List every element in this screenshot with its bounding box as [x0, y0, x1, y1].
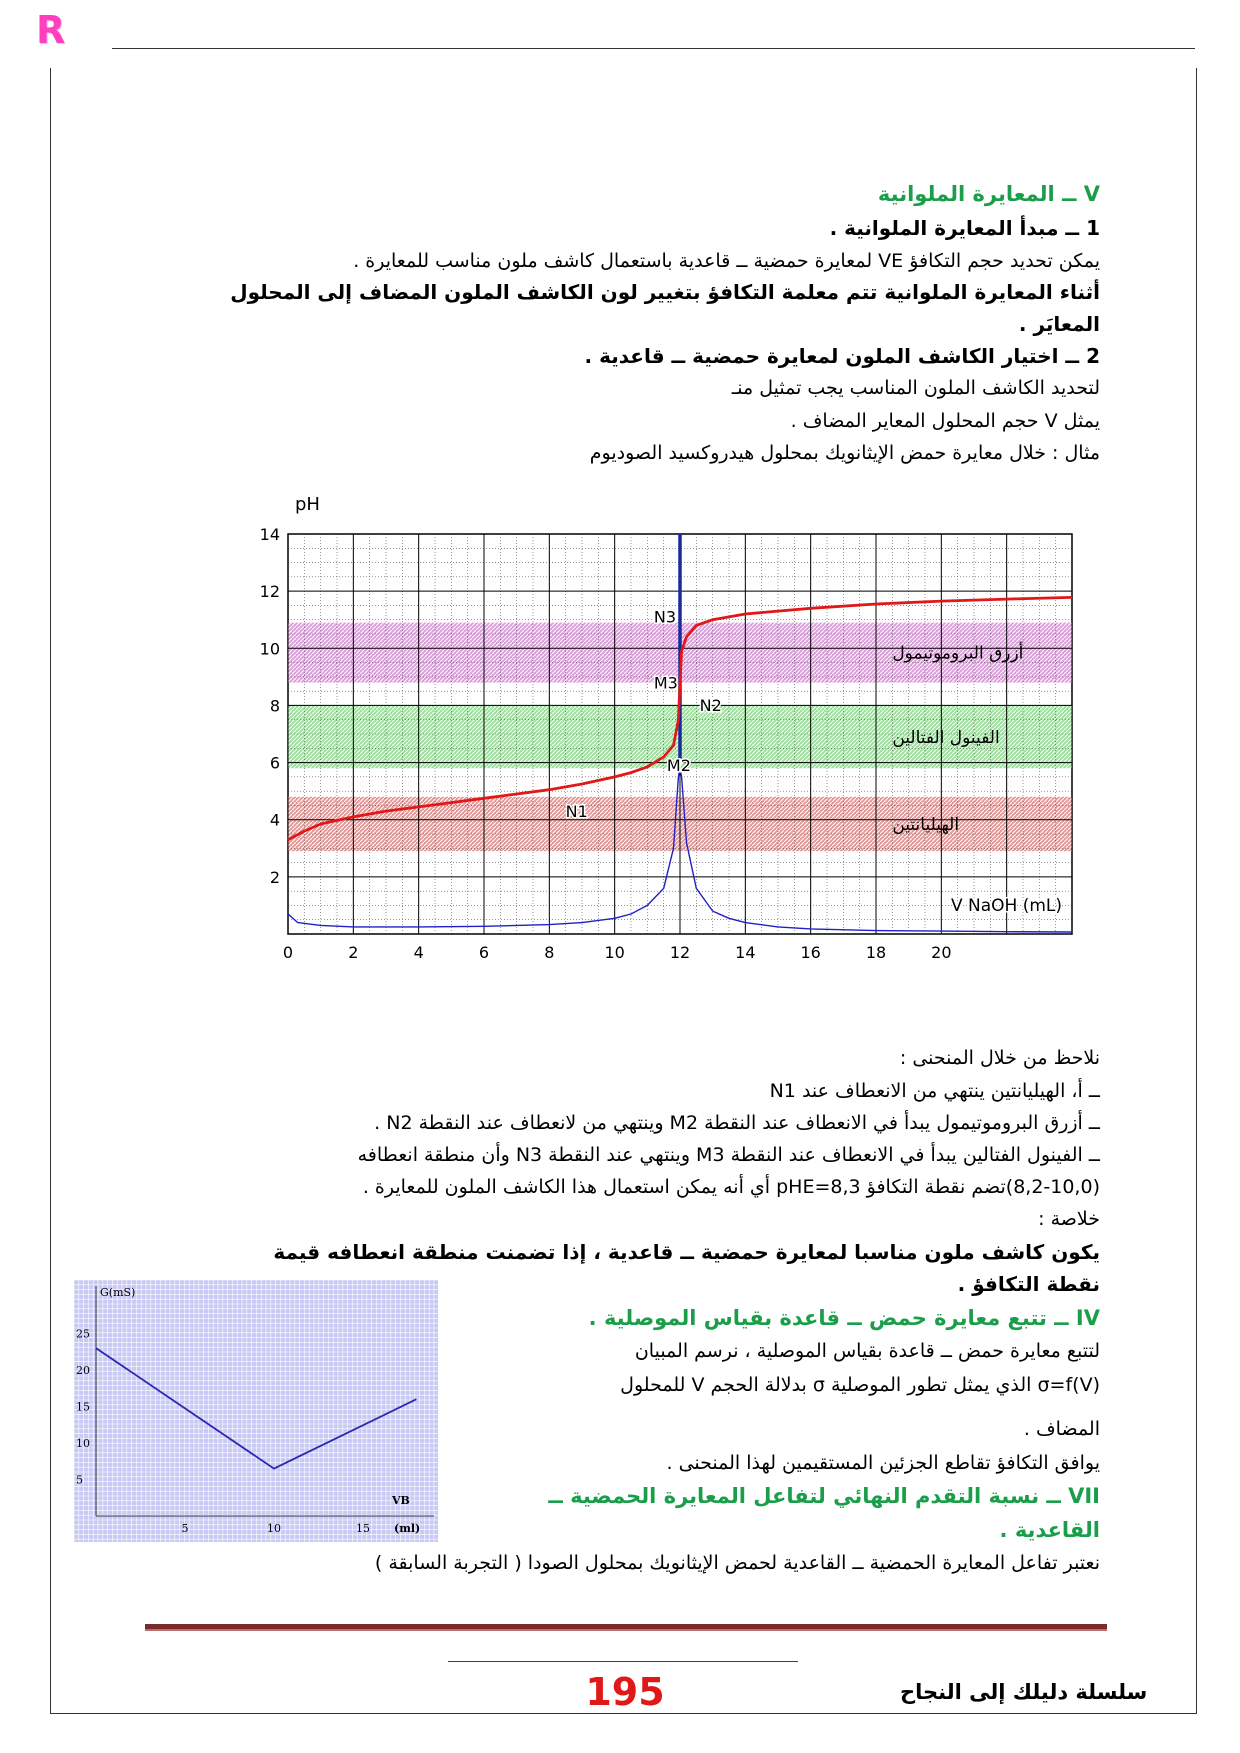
section-iv-p2: σ=f(V) الذي يمثل تطور الموصلية σ بدلالة الحجم V للمحلول — [620, 1374, 1100, 1396]
x-tick-label: 10 — [267, 1522, 281, 1535]
x-tick-label: 14 — [735, 943, 756, 962]
subheading-2: 2 ــ اختيار الكاشف الملون لمعايرة حمضية ــ قاعدية . — [584, 344, 1100, 368]
x-axis-label: VB — [392, 1494, 410, 1507]
x-tick-label: 15 — [356, 1522, 370, 1535]
footer-thin-rule — [448, 1661, 798, 1662]
x-tick-label: 12 — [669, 943, 691, 962]
point-label: N2 — [699, 696, 722, 716]
y-tick-label: 14 — [259, 525, 280, 544]
conclusion-bold-a: يكون كاشف ملون مناسبا لمعايرة حمضية ــ قاعدية ، إذا تضمنت منطقة انعطافه قيمة — [273, 1240, 1100, 1264]
logo: R — [36, 8, 66, 52]
y-tick-label: 15 — [76, 1400, 90, 1414]
section-vii-p1: نعتبر تفاعل المعايرة الحمضية ــ القاعدية لحمض الإيثانويك بمحلول الصودا ( التجربة السابقة ) — [374, 1552, 1100, 1574]
conductivity-chart — [74, 1280, 438, 1542]
section-v-heading: V ــ المعايرة الملوانية — [877, 182, 1100, 206]
y-axis-label: pH — [295, 494, 320, 515]
band-label: أزرق البروموتيمول — [892, 643, 1024, 664]
x-tick-label: 20 — [931, 943, 952, 962]
x-axis-unit: (ml) — [394, 1522, 421, 1535]
x-tick-label: 18 — [865, 943, 887, 962]
band-label: الفينول الفتالين — [892, 727, 1000, 748]
x-tick-label: 4 — [413, 943, 424, 962]
band-label: الهيليانتين — [892, 815, 960, 835]
note-4: (8,2-10,0)تضم نقطة التكافؤ pHE=8,3 أي أنه يمكن استعمال هذا الكاشف الملون للمعايرة . — [362, 1176, 1100, 1198]
paragraph-2: لتحديد الكاشف الملون المناسب يجب تمثيل منـ — [731, 377, 1100, 399]
bold-statement-a: أثناء المعايرة الملوانية تتم معلمة التكافؤ بتغيير لون الكاشف الملون المضاف إلى المحلول — [230, 280, 1100, 304]
section-iv-heading: IV ــ تتبع معايرة حمض ــ قاعدة بقياس الموصلية . — [588, 1306, 1100, 1330]
y-tick-label: 2 — [269, 867, 280, 887]
note-2: ــ أزرق البروموتيمول يبدأ في الانعطاف عند النقطة M2 وينتهي من لانعطاف عند النقطة N2 . — [374, 1112, 1100, 1134]
x-tick-label: 6 — [478, 943, 490, 962]
titration-chart — [240, 490, 1100, 1010]
point-label: N3 — [653, 607, 677, 627]
y-tick-label: 6 — [269, 753, 280, 773]
x-tick-label: 2 — [348, 943, 359, 962]
y-tick-label: 10 — [76, 1437, 90, 1450]
paragraph-3: يمثل V حجم المحلول المعاير المضاف . — [790, 410, 1100, 432]
page-number: 195 — [585, 1670, 665, 1714]
section-vii-heading-b: القاعدية . — [999, 1518, 1100, 1542]
note-3: ــ الفينول الفتالين يبدأ في الانعطاف عند النقطة M3 وينتهي عند النقطة N3 وأن منطقة انعطافه — [357, 1144, 1100, 1166]
point-label: M2 — [666, 756, 691, 776]
footer-rule — [145, 1624, 1107, 1631]
y-axis-label: G(mS) — [100, 1286, 136, 1299]
x-axis-label: V NaOH (mL) — [950, 896, 1062, 917]
x-tick-label: 8 — [544, 943, 555, 962]
bold-statement-b: المعايَر . — [1018, 312, 1100, 336]
note-1: ــ أ، الهيليانتين ينتهي من الانعطاف عند N1 — [769, 1080, 1100, 1102]
conclusion-bold-b: نقطة التكافؤ . — [957, 1272, 1100, 1296]
x-tick-label: 5 — [181, 1522, 189, 1535]
x-tick-label: 10 — [604, 943, 625, 962]
section-vii-heading-a: VII ــ نسبة التقدم النهائي لتفاعل المعايرة الحمضية ــ — [548, 1484, 1100, 1508]
notes-intro: نلاحظ من خلال المنحنى : — [899, 1047, 1100, 1069]
point-label: N1 — [565, 801, 588, 821]
y-tick-label: 10 — [259, 639, 280, 659]
chart-background — [74, 1280, 438, 1542]
point-label: M3 — [653, 673, 678, 693]
x-tick-label: 0 — [282, 943, 294, 962]
section-iv-p4: يوافق التكافؤ تقاطع الجزئين المستقيمين لهذا المنحنى . — [666, 1452, 1100, 1474]
y-tick-label: 8 — [269, 696, 280, 716]
y-tick-label: 20 — [76, 1364, 90, 1377]
top-rule — [112, 48, 1195, 49]
x-tick-label: 16 — [800, 943, 821, 962]
paragraph-4: مثال : خلال معايرة حمض الإيثانويك بمحلول هيدروكسيد الصوديوم — [589, 442, 1100, 464]
y-tick-label: 12 — [259, 582, 280, 602]
section-iv-p1: لتتبع معايرة حمض ــ قاعدة بقياس الموصلية ، نرسم المبيان — [634, 1340, 1100, 1362]
y-tick-label: 5 — [76, 1473, 83, 1487]
section-iv-p3: المضاف . — [1023, 1418, 1100, 1440]
series-title: سلسلة دليلك إلى النجاح — [900, 1680, 1148, 1704]
y-tick-label: 25 — [76, 1327, 90, 1341]
subheading-1: 1 ــ مبدأ المعايرة الملوانية . — [829, 216, 1100, 240]
conclusion-label: خلاصة : — [1038, 1208, 1100, 1230]
paragraph-1: يمكن تحديد حجم التكافؤ VE لمعايرة حمضية ــ قاعدية باستعمال كاشف ملون مناسب للمعايرة . — [353, 250, 1100, 272]
y-tick-label: 4 — [269, 810, 280, 830]
